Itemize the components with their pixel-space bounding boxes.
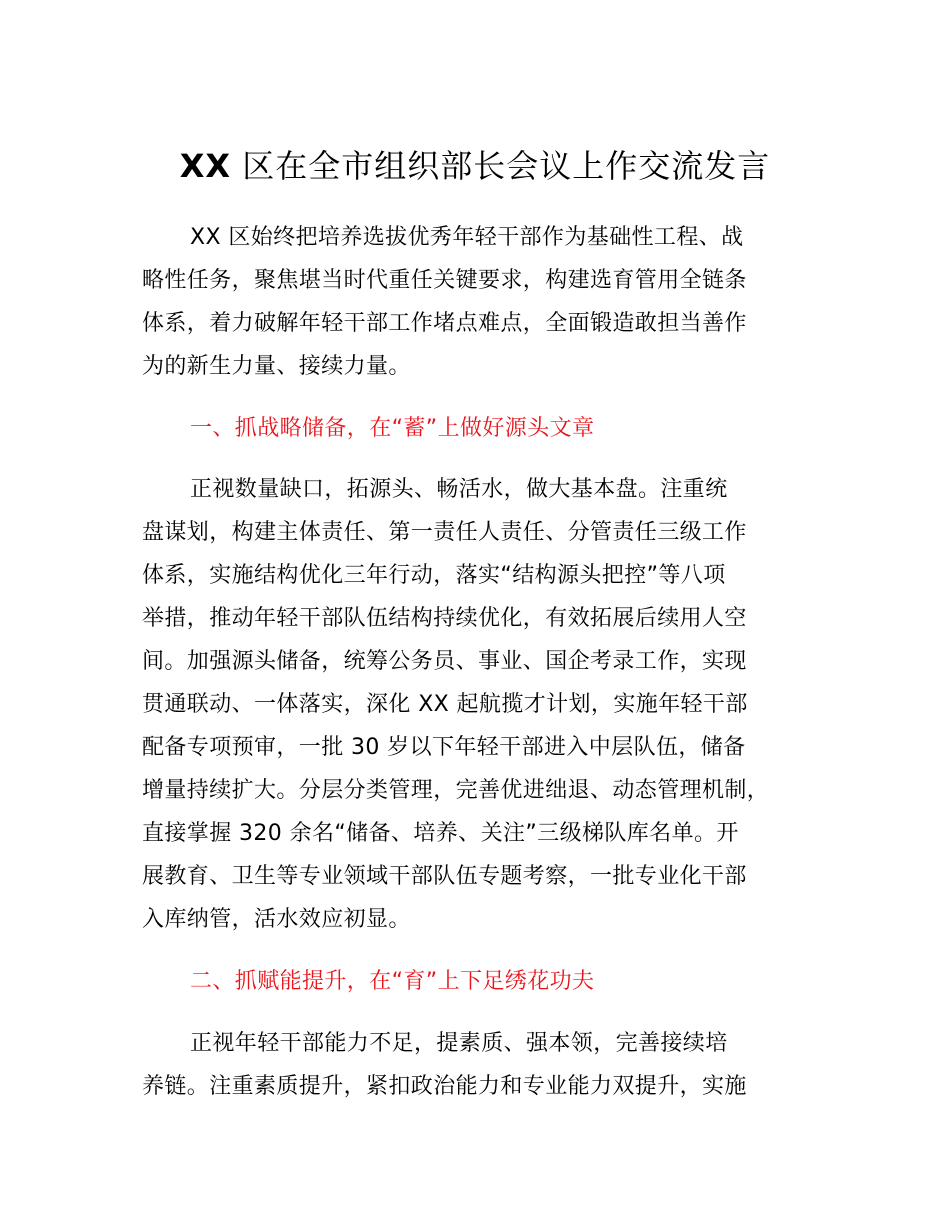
document-title [0,140,950,192]
section-2-paragraph [142,1022,832,1108]
paragraph-line: 略性任务，聚焦堪当时代重任关键要求，构建选育管用全链条 [142,268,747,293]
intro-paragraph [142,216,832,388]
paragraph-line: 盘谋划，构建主体责任、第一责任人责任、分管责任三级工作 [142,520,747,545]
paragraph-line: 正视数量缺口，拓源头、畅活水，做大基本盘。注重统 [190,477,728,502]
section-1-paragraph [142,468,832,941]
paragraph-line: 间。加强源头储备，统筹公务员、事业、国企考录工作，实现 [142,649,747,674]
paragraph-line: 正视年轻干部能力不足，提素质、强本领，完善接续培 [190,1031,728,1056]
paragraph-line: 体系，实施结构优化三年行动，落实“结构源头把控”等八项 [142,563,726,588]
paragraph-line: 展教育、卫生等专业领域干部队伍专题考察，一批专业化干部 [142,864,747,889]
paragraph-line: 养链。注重素质提升，紧扣政治能力和专业能力双提升，实施 [142,1074,747,1099]
title-prefix: XX [179,147,232,185]
title-text: 区在全市组织部长会议上作交流发言 [231,147,771,185]
paragraph-line: 直接掌握 320 余名“储备、培养、关注”三级梯队库名单。开 [142,821,739,846]
paragraph-line: 为的新生力量、接续力量。 [142,354,411,379]
section-heading-2: 二、抓赋能提升，在“育”上下足绣花功夫 [190,969,595,994]
paragraph-line: XX 区始终把培养选拔优秀年轻干部作为基础性工程、战 [190,225,744,250]
section-heading-1: 一、抓战略储备，在“蓄”上做好源头文章 [190,416,595,441]
paragraph-line: 举措，推动年轻干部队伍结构持续优化，有效拓展后续用人空 [142,606,747,631]
paragraph-line: 增量持续扩大。分层分类管理，完善优进绌退、动态管理机制， [142,778,770,803]
paragraph-line: 贯通联动、一体落实，深化 XX 起航揽才计划，实施年轻干部 [142,692,748,717]
paragraph-line: 入库纳管，活水效应初显。 [142,907,411,932]
paragraph-line: 配备专项预审，一批 30 岁以下年轻干部进入中层队伍，储备 [142,735,746,760]
paragraph-line: 体系，着力破解年轻干部工作堵点难点，全面锻造敢担当善作 [142,311,747,336]
